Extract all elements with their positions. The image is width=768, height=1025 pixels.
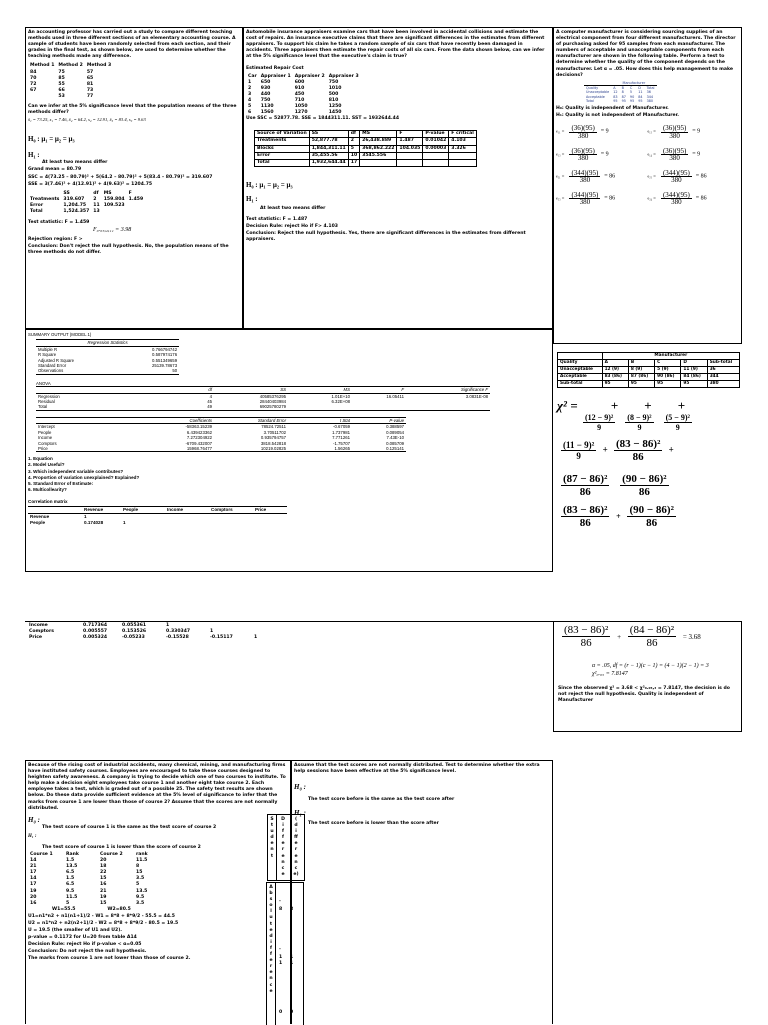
p1c3-expected-grid [556, 125, 739, 205]
chi-crit: χ²₀.₀₅ = 7.8147 [592, 671, 628, 677]
p1c3-mini-table: Manufacturer Quality A B C D Total Unacceptable 12 8 5 11 36 Acceptable 83 87 90 84 344 Total 95 95 95 95 380 [586, 80, 655, 103]
reg-anova-title: ANOVA [36, 380, 51, 386]
p1c3-h0: H₀: Quality is independent of Manufacturer. [556, 106, 669, 112]
corr-table-bottom: Income 0.717364 0.055361 1 Comptors 0.005557 0.153526 0.330347 1 Price 0.005324 -0.05233 -0.15528 -0.15117 1 [29, 623, 258, 641]
p1c2-alt: At least two means differ [260, 205, 326, 211]
p1c2-conclusion: Conclusion: Reject the null hypothesis. Yes, there are significant differences in the estimates from different appraisers. [246, 231, 526, 243]
p1c1-anova-table: SS df MS F Treatments 319.607 2 159.804 1.459 Error 1,204.75 11 109.523 Total 1,524.357 13 [30, 190, 144, 214]
p1c1-h1: H₁ : [28, 151, 40, 160]
reg-summary-title: SUMMARY OUTPUT (MODEL 1) [28, 332, 92, 337]
expected-e13: e₁₃ = $\frac{(36)(95)}{380}$ = 9 [556, 146, 609, 162]
p3c1-rank-table: Course 1 Rank Course 2 rank 14 1.5 20 11.5 21 13.5 18 8 17 6.5 22 15 14 1.5 15 3.5 17 6.5 16 5 19 9.5 21 13.5 20 11.5 19 9.5 16 5 15 3.5 [30, 851, 148, 906]
p1c1-grand: Grand mean = 80.79 [28, 167, 82, 173]
page2-corr [25, 621, 553, 650]
reg-anova-table: df SS MS F Significance F Regression 4 40585376295 1.01E+10 16.05411 3.0831E-08 Residual 45 28440403984 6.32E+08 Total 49 69025780279 [38, 387, 488, 410]
p3c1-line-0: U1=n1*n2 + n1(n1+1)/2 - W1 = 8*8 + 8*9/2 - 55.5 = 44.5 [28, 913, 175, 919]
p3c1-w: W1=55.5 W2=80.5 [52, 906, 131, 912]
chi-square-formula: χ² = + + + $\frac{\text{(12 − 9)²}}{9}$ $\frac{\text{(8 − 9)²}}{9}$ $\frac{\text{(5 − 9)²}}{9}$ $\frac{\text{(11 − 9)²}}{9}$ + $\frac{\text{(83 − 86)²}}{86}$ + $\frac{\text{(87 − 86)²}}{86}$ $\frac{\text{(90 − 86)²}}{86}$ $\frac{\text{(83 − 86)²}}{86}$ + $\frac{\text{(90 − 86)²}}{86}$ [557, 398, 690, 530]
page3-col1 [25, 760, 291, 1024]
p1c1-alt: At least two means differ [42, 160, 108, 166]
p3c1-line-6: The marks from course 1 are not lower than those of course 2. [28, 956, 191, 962]
p1c1-rejection: Rejection region: F > [28, 237, 83, 243]
p1c2-data-table: Car Appraiser 1 Appraiser 2 Appraiser 3 1 650 600 750 2 930 910 1010 3 440 450 500 4 750 710 810 5 1130 1050 1250 6 1560 1270 1450 [248, 73, 359, 116]
p1c1-ssc: SSC = 4(73.25 – 80.79)² + 5(64.2 – 80.79)² + 5(83.4 – 80.79)² = 319.607 [28, 174, 213, 180]
p3c2-h1: H₁ : [294, 809, 306, 818]
p1c2-ss: Use SSC = 52877.78. SSE = 1844311.11. SST = 1932644.44 [246, 116, 400, 122]
p1c1-h0: H₀ : μ₁ = μ₂ = μ₃ [28, 135, 75, 144]
col-student: S t u d e n t [268, 815, 277, 880]
p1c1-data-table: Method 1 Method 2 Method 3 84 75 57 70 85 65 72 55 81 67 66 73 53 77 [30, 63, 112, 99]
col-difference-paren: ( d i ff e r e n c e) [293, 817, 299, 877]
page1-col3-table-block [557, 352, 742, 572]
p3c1-line-1: U2 = n1*n2 + n2(n2+1)/2 - W2 = 8*8 + 8*9/2 - 80.5 = 19.5 [28, 920, 179, 926]
reg-coef-table: Coefficients Standard Error t Stat P-value Intercept -58363.15239 78524.72511 -0.67059 0.388597 People 6.439423362 3.70511702 1.737981 0.089054 Income 7.272304922 0.935794757 7.771261 7.43E-10 Comptors -6709.432007 3818.542818 -1.75707 0.085709 Price 15968.76477 10219.02825 1.56265 0.125141 [38, 417, 404, 451]
p3c1-h0: H₀ : [28, 815, 40, 824]
p3c2-h1-text: The test score before is lower than the score after [308, 821, 439, 827]
p3c2-abs-table [266, 882, 304, 1025]
reg-stats-table: Regression Statistics Multiple R 0.766794742 R Square 0.587974176 Adjusted R Square 0.551349659 Standard Error 25139.78673 Observations 50 [38, 340, 178, 374]
corr-table-top: Revenue People Income Comptors Price Revenue 1 People 0.174028 1 [28, 506, 287, 526]
p1c1-stat: Test statistic: F = 1.459 [28, 220, 90, 226]
expected-e24: e₂₄ = $\frac{(344)(95)}{380}$ = 86 [647, 190, 707, 207]
p1c3-h1: H₁: Quality is not independent of Manufacturer. [556, 113, 680, 119]
page1-col3 [553, 27, 742, 344]
p1c3-intro: A computer manufacturer is considering sourcing supplies of an electrical component from four different manufacturers. The director of purchasing asked for 95 samples from each manufacturer. The numbers of acceptable and unacceptable components from each manufacturer are shown in the following table. Perform a test to determine whether the quality of the component depends on the manufacturer. Let α = .05. How does this help management to make decisions? [556, 30, 736, 78]
p3c2-h0-text: The test score before is the same as the test score after [308, 797, 455, 803]
p3c2-h0: H₀ : [294, 783, 306, 792]
p1c2-rule: Decision Rule: reject Ho if F> 4.103 [246, 223, 338, 229]
expected-e23: e₂₃ = $\frac{(344)(95)}{380}$ = 86 [556, 190, 616, 207]
expected-e11: e₁₁ = $\frac{(36)(95)}{380}$ = 9 [556, 124, 609, 140]
p1c1-question: Can we infer at the 5% significance level that the population means of the three methods differ? [28, 104, 237, 116]
col-values: - 8 8 - 1 1 1 1 0 0 [279, 899, 294, 1015]
corr-title: Correlation matrix [28, 498, 68, 504]
p1c2-anova-table: Source of Variation SS df MS F P-value F critical Treatments 52,877.78 2 26,438.889 1.487 0.01042 4.103 Blocks 1,844,311.11 5 368,862.222 104.035 0.00003 3.326 Error 35,455.56 10 3545.556 Total 1,932,644.44 17 [254, 130, 477, 166]
p3c1-line-3: p-value = 0.1172 for U=20 from table A14 [28, 935, 137, 941]
p1c1-intro: An accounting professor has carried out a study to compare different teaching methods used in three different sections of an elementary accounting course. A sample of students have been randomly selected from each section, and their grades in the final test, as shown below, are used to determine whether the teaching methods made any difference. [28, 30, 236, 60]
expected-e12: e₁₂ = $\frac{(36)(95)}{380}$ = 9 [647, 124, 701, 140]
p3c1-line-5: Conclusion: Do not reject the null hypothesis. [28, 949, 147, 955]
p3c2-intro: Assume that the test scores are not normally distributed. Test to determine whether the extra help sessions have been effective at the 5% significance level. [294, 763, 540, 775]
regression-output [25, 329, 553, 572]
p1c1-fcrit: F₀.₀₅,₂,₁₁ = 3.98 [93, 227, 132, 234]
chi-conclusion: Since the observed χ² = 3.68 < χ²₀.₀₅,₃ = 7.8147, the decision is do not reject the null hypothesis. Quality is independent of Manufacturer [558, 686, 730, 704]
p1c3-observed-table: Manufacturer Quality A B C D Sub-total Unacceptable 12 (9) 8 (9) 5 (9) 11 (9) 36 Acceptable 83 (86) 87 (86) 90 (86) 84 (86) 344 Sub-total 95 95 95 95 380 [557, 352, 740, 388]
p1c2-h0: H₀ : μ₁ = μ₂ = μ₃ [246, 180, 293, 189]
p1c1-means: x̄₁ = 73.25, s₁ = 7.46, x̄₂ = 64.2, s₂ = 12.91, x̄₃ = 83.4, s₃ = 9.63 [28, 117, 146, 123]
chi-df: α = .05, df = (r − 1)(c − 1) = (4 − 1)(2 − 1) = 3 [592, 663, 709, 669]
col-absolute-difference: A b s o l u t e d i f f e r e n c e [267, 883, 276, 1025]
page1-col2 [243, 27, 553, 329]
col-difference: D i f f e r e n c e [281, 817, 285, 877]
page2-chi-end [553, 621, 742, 732]
p1c2-title: Estimated Repair Cost [246, 66, 304, 72]
p1c2-h1: H₁ : [246, 194, 258, 203]
chi-result: = 3.68 [682, 633, 701, 642]
expected-e21: e₂₁ = $\frac{(344)(95)}{380}$ = 86 [556, 168, 616, 184]
p3c2-narrow-table [267, 814, 305, 881]
chi-last-terms: $\frac{\text{(83 − 86)²}}{86}$ + $\frac{\text{(84 − 86)²}}{86}$ = 3.68 [564, 624, 701, 649]
p3c1-intro: Because of the rising cost of industrial accidents, many chemical, mining, and manufacturing firms have instituted safety courses. Employees are encouraged to take these courses designed to heighten safety awareness. A company is trying to decide which one of two courses to institute. To help make a decision eight employees take course 1 and another eight take course 2. Each employee takes a test, which is graded out of a possible 25. The safety test results are shown below. Do these data provide sufficient evidence at the 5% level of significance to infer that the marks from course 1 are lower than those of course 2? Assume that the scores are not normally distributed. [28, 763, 286, 811]
p3c1-h1: H₁ : [28, 833, 37, 839]
p1c2-stat: Test statistic: F = 1.487 [246, 216, 308, 222]
expected-e14: e₁₄ = $\frac{(36)(95)}{380}$ = 9 [647, 146, 701, 162]
p1c2-intro: Automobile insurance appraisers examine cars that have been involved in accidental collisions and estimate the cost of repairs. An insurance executive claims that there are significant differences in the estimates from different appraisers. To support his claim he takes a random sample of six cars that have recently been damaged in accidents. Three appraisers then estimate the repair costs of all six cars. From the data shown below, can we infer at the 5% significance level that the executive's claim is true? [246, 30, 545, 60]
p3c1-line-2: U = 19.5 (the smaller of U1 and U2). [28, 928, 123, 934]
p1c1-sse: SSE = 3(7.46)² + 4(12.91)² + 4(9.63)² = 1204.75 [28, 181, 153, 187]
p3c1-line-4: Decision Rule: reject Ho if p-value < α=0.05 [28, 942, 142, 948]
p1c1-conclusion: Conclusion: Don't reject the null hypothesis. No, the population means of the three methods do not differ. [28, 244, 229, 256]
expected-e22: e₂₂ = $\frac{(344)(95)}{380}$ = 86 [647, 168, 707, 184]
page1-col1 [25, 27, 243, 329]
reg-questions: 1. Equation 2. Model Useful? 3. Which independent variable contributes? 4. Proportion of variation unexplained? Explained? 5. Standard Error of Estimate: 6. Multicollearity? [28, 456, 140, 492]
p3c1-h0-text: The test score of course 1 is the same as the test score of course 2 [42, 824, 217, 830]
p3c1-h1-text: The test score of course 1 is lower than the score of course 2 [42, 844, 201, 850]
